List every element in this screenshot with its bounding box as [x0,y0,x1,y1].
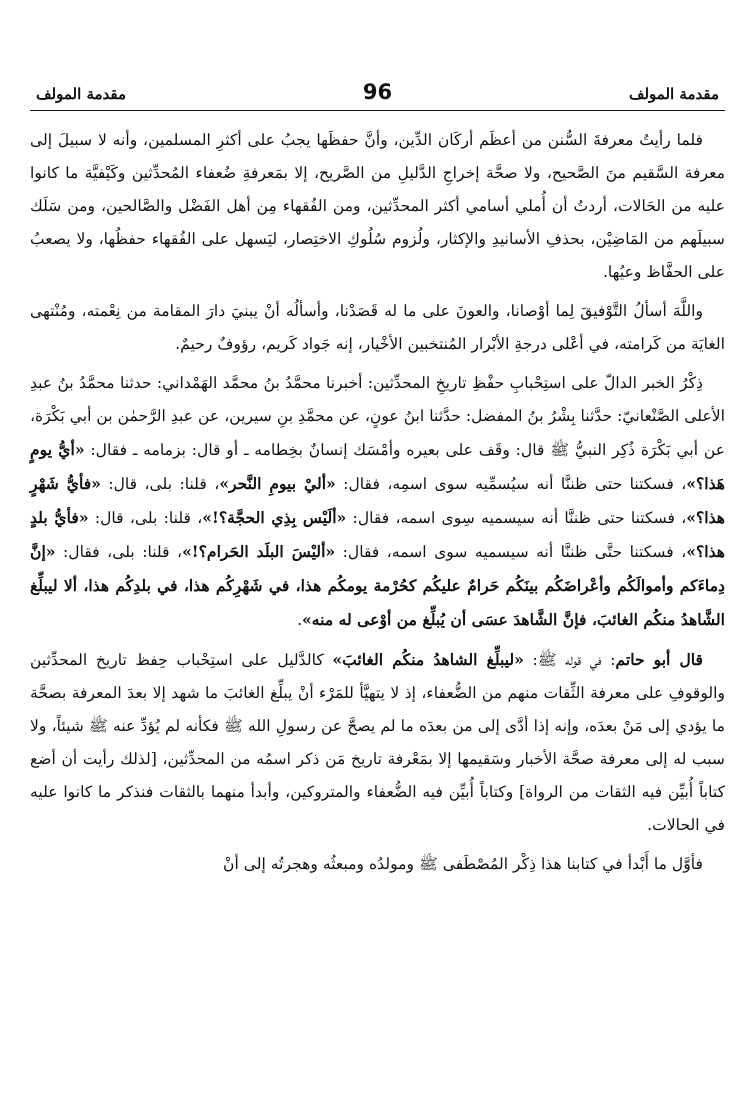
hadith-text-7: . [297,611,303,629]
hadith-quote-1: «أيُّ يومٍ هَذا؟» [30,440,725,493]
paragraph-5: فأوَّل ما أَبْدأ في كتابنا هذا ذِكْر المُصْطَفى ﷺ ومولدُه ومبعثُه وهجرتُه إلى أنْ [223,855,703,873]
header-left-title: مقدمة المولف [36,85,127,103]
hadith-isnad: ذِكْرُ الخبر الدالّ على استِحْبابِ حفْظِ تاريخِ المحدِّثين: أخبرنا محمَّدُ بنُ محمَّد الهَمْداني: حدثنا محمَّدُ بنُ عبدِ الأعلى الصَّنْعانيّ: حدَّثنا بِشْرُ بنُ المفضل: حدَّثنا ابنُ عونٍ، عن محمَّدِ بنِ سيرين، عن عبدِ الرَّحمٰن بن أبي بَكْرَة، عن أبي بَكْرَة ذُكِر النبيُّ ﷺ قال: وقَف على بعيره وأمْسَك إنسانٌ بخِطامه ـ أو قال: بزمامه ـ فقال: [30,374,726,459]
hadith-quote-3: «فأيُّ شَهْرٍ هذا؟» [30,474,726,527]
hadith-text-6: ، قلنا: بلى، فقال: [55,543,183,561]
page-number: 96 [362,80,393,104]
hadith-quote-6: «أليْسَ البلَد الحَرام؟!» [182,542,336,561]
commentary-quote: «ليبلِّغ الشاهدُ منكُم الغائبَ» [332,650,524,669]
commentary-intro: : في قوله ﷺ: [523,651,616,669]
speaker-label: قال أبو حاتم [615,650,703,669]
hadith-quote-7: «إنَّ دِماءَكم وأموالَكُم وأعْراضَكُم بينَكُم حَرامٌ عليكُم كحُرْمة يومكُم هذا، في شَهْرِكُم هذا، في بلدِكُم هذا، ألا ليبلِّغ الشَّاهدُ منكُم الغائبَ، فإنَّ الشَّاهدَ عسَى أن يُبلِّغ من أوْعى له منه» [30,542,725,629]
hadith-text-5: ، فسكتنا حتَّى ظننَّا أنه سيسميه سوى اسمه، فقال: [335,543,687,561]
running-header [30,80,725,111]
hadith-text-4: ، قلنا: بلى، قال: [88,509,203,527]
hadith-quote-5: «فأيُّ بلدٍ هذا؟» [30,508,725,561]
hadith-text-1: ، فسكتنا حتى ظننَّا أنه سيُسمِّيه سوى اسمِه، فقال: [335,475,687,493]
hadith-quote-4: «ألَيْس بِذِي الحجَّة؟!» [202,508,347,527]
paragraph-3 [30,367,725,637]
commentary-text: كالدَّليل على استِحْباب حِفظ تاريخ المحدِّثين والوقوفِ على معرفة الثِّقات منهم من الضُّعفاء، إذ لا يتهيَّأ للمَرْء أنْ يبلِّغ الغائبَ ما شهد إلا بعدَ المعرفة بصحَّة ما يؤدي إلى مَنْ بعدَه، وإنه إذا أدَّى إلى من بعدَه ما لم يصحَّ عن رسولِ الله ﷺ فكأنه لم يُؤدِّ عنه ﷺ شيئاً، ولا سبب له إلى معرفة صحَّة الأخبار وسَقيمها إلا بمَعْرفة تاريخ مَن ذكر اسمُه من المحدِّثين، [لذلك رأيت أن أضع كتاباً أُبيِّن فيه الثقات من الرواة] وكتاباً أُبيِّن فيه الضُّعفاء والمتروكين، وأبدأ منهما بالثقات فنذكر ما كانوا عليه في الحالات. [30,651,725,834]
paragraph-1: فلما رأيتُ معرفةَ السُّنن من أعظَم أركَان الدِّين، وأنَّ حفظَها يجبُ على أكثرِ المسلمين، وأنه لا سبيلَ إلى معرفة السَّقيم منَ الصَّحيح، ولا صحَّة إخراجِ الدَّليلِ من الصَّريح، إلا بمَعرفةِ ضُعفاء المُحدِّثين وكَيْفيَّة ما كانوا عليه من الحَالات، أردتُ أن أُملي أسامي أكثر المحدِّثين، ومن الفُقهاء مِن أهل الفَضْل والصَّالحين، ومن سَلَك سبيلَهم من المَاضِيْن، بحذفِ الأسانيدِ والإكثار، ولُزوم سُلُوكِ الاختِصار، ليَسهل على الفُقهاء حفظُها، ولا يصعبُ على الحفَّاظ وعيُها. [30,131,725,281]
header-right-title: مقدمة المولف [628,85,719,103]
paragraph-4 [30,643,725,842]
hadith-text-2: ، قلنا: بلى، قال: [100,475,220,493]
page-body [30,124,725,881]
hadith-quote-2: «أليْ بيومِ النَّحر» [219,474,336,493]
hadith-text-3: ، فسكتنا حتى ظننَّا أنه سيسميه سِوى اسمه، فقال: [346,509,687,527]
paragraph-2: واللَّهَ أسألُ التَّوْفيقَ لِما أوْصانا، والعونَ على ما له قَصَدْنا، وأسألُه أنْ يبنيَ دارَ المقامة من نِعْمته، ومُنْتهى الغايَة من كَرامته، في أعْلى درجةِ الأبْرار المُنتخبين الأخْيار، إنه جَواد كَريم، رؤوفٌ رحيمٌ. [30,302,725,353]
